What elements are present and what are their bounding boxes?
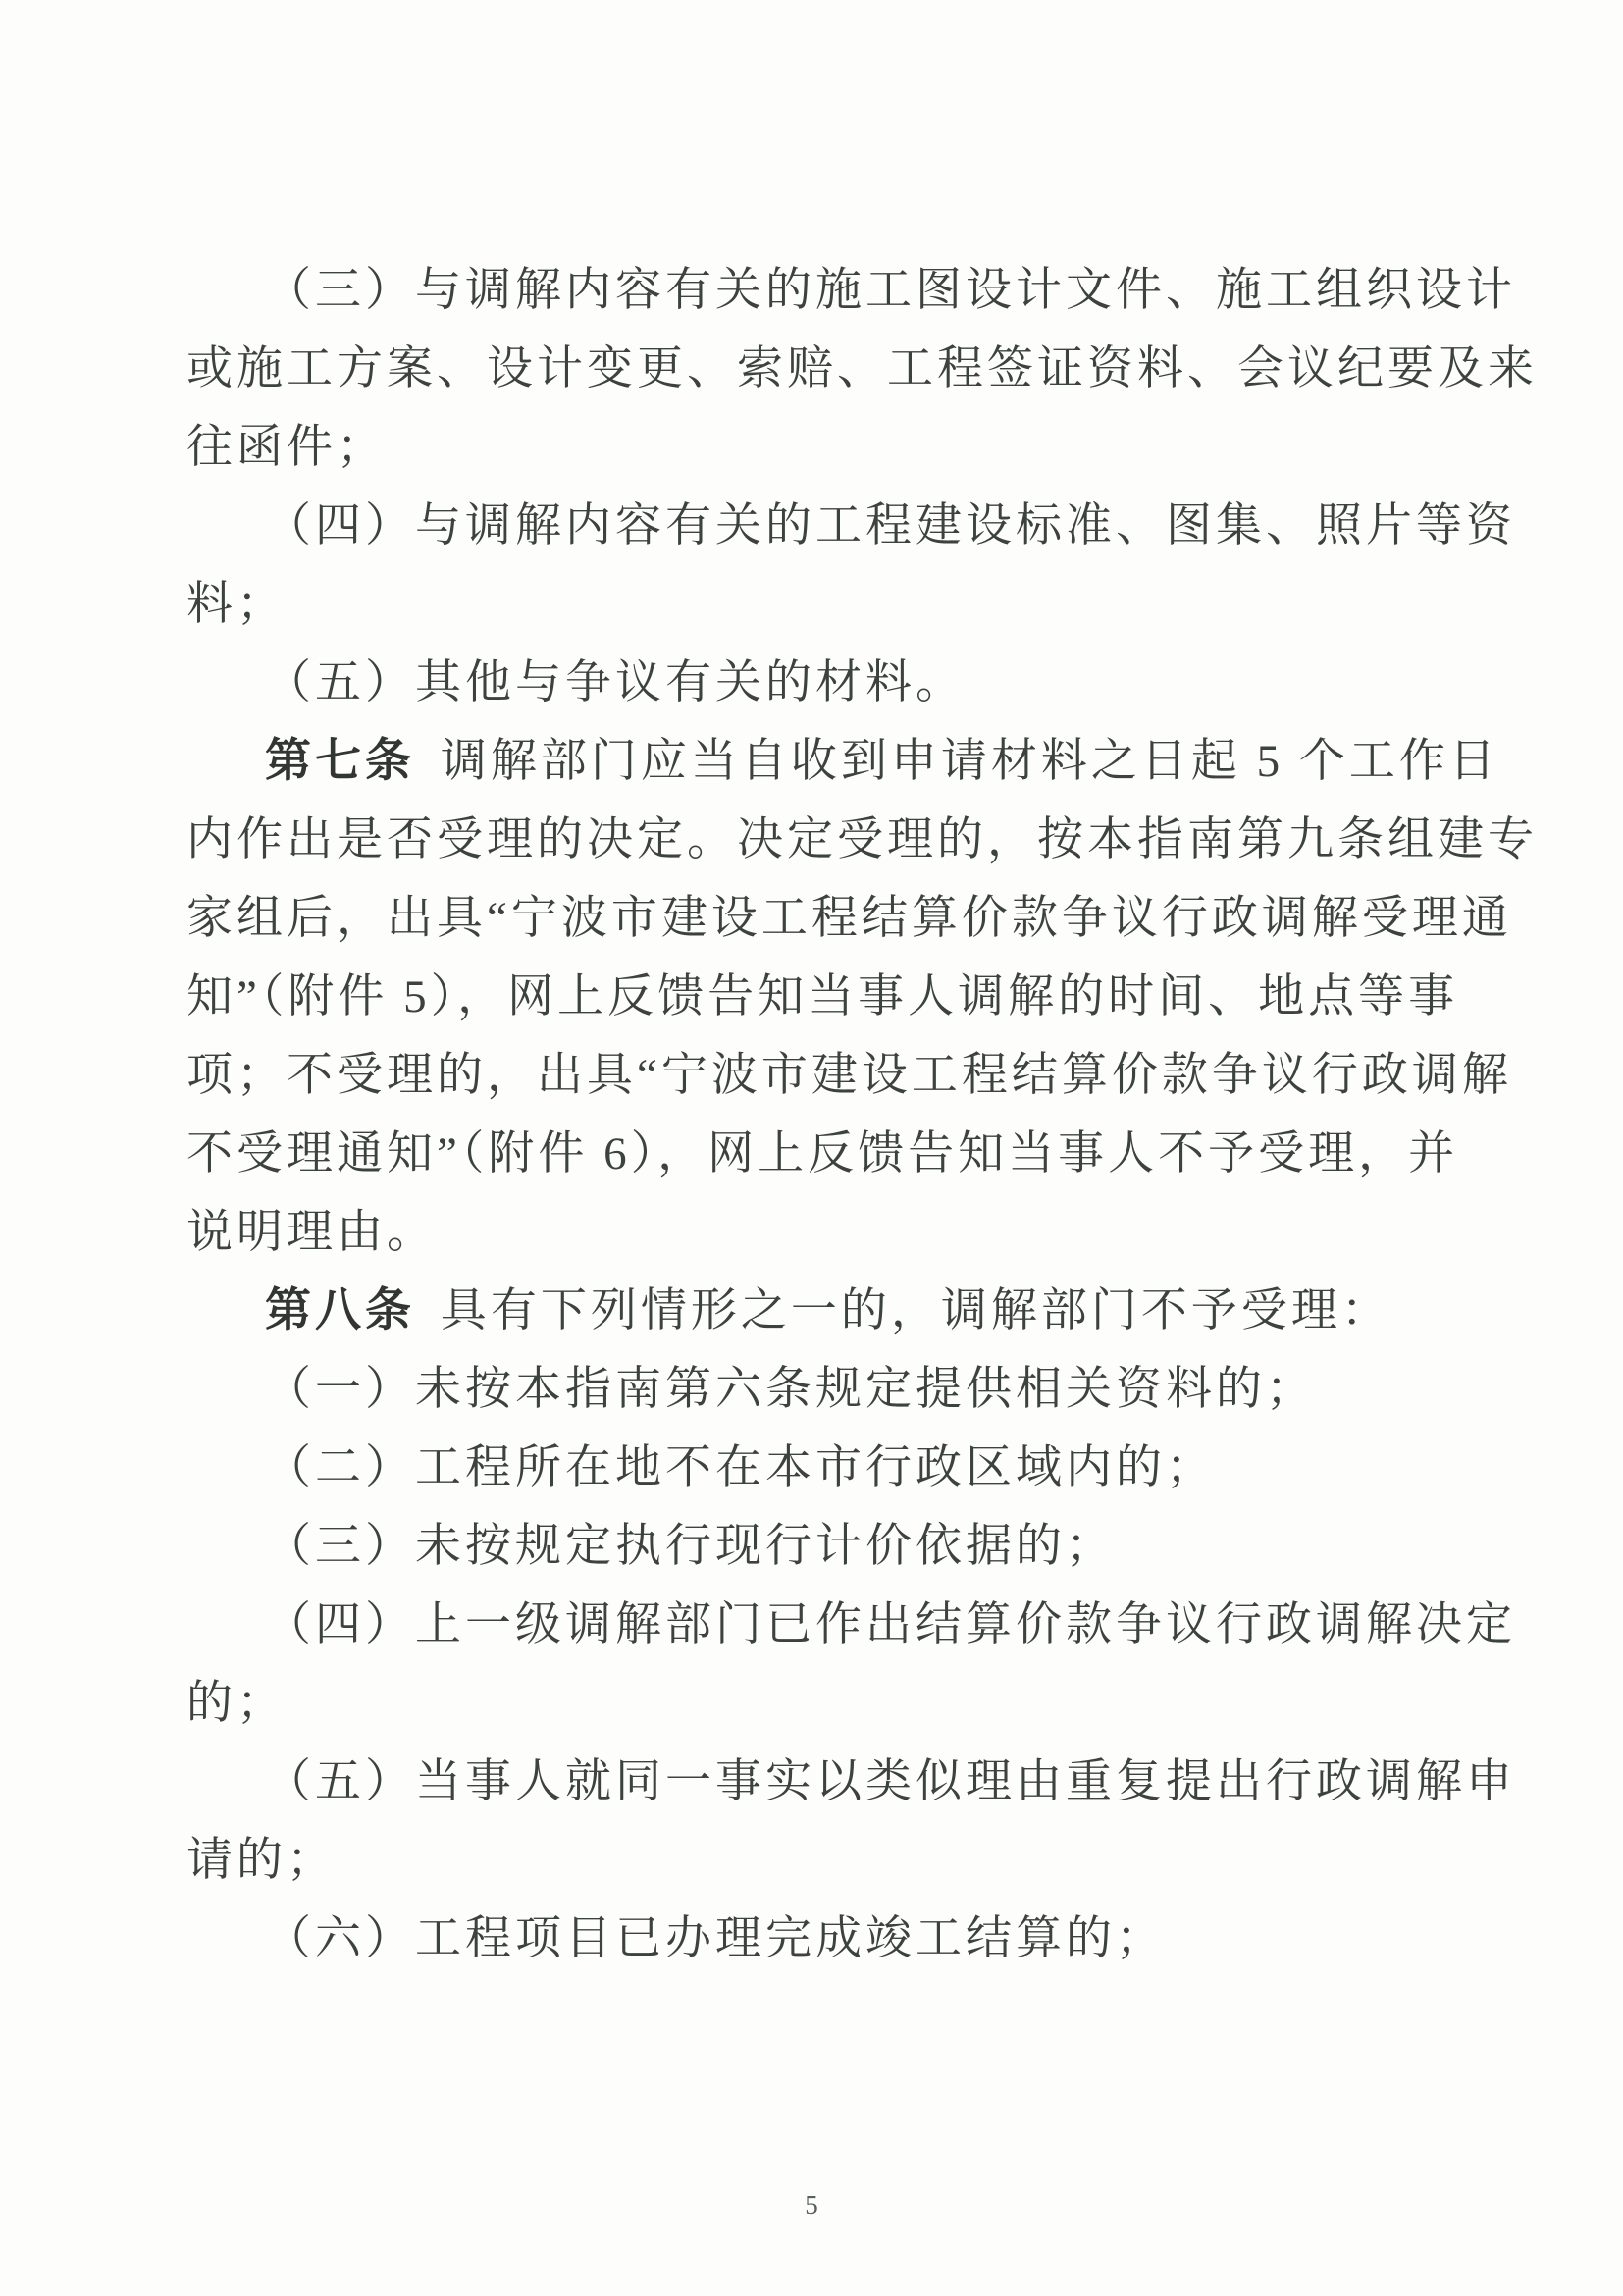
article-7-text: 调解部门应当自收到申请材料之日起 5 个工作日 <box>440 736 1499 787</box>
document-line: 请的； <box>186 1835 337 1886</box>
document-line: 往函件； <box>186 422 387 473</box>
document-line: 家组后，出具“宁波市建设工程结算价款争议行政调解受理通 <box>186 893 1512 944</box>
document-line: （四）与调解内容有关的工程建设标准、图集、照片等资 <box>265 500 1516 551</box>
document-line: 的； <box>186 1678 287 1729</box>
document-line: 说明理由。 <box>186 1207 437 1258</box>
document-line: （五）当事人就同一事实以类似理由重复提出行政调解申 <box>265 1756 1516 1807</box>
document-line: （二）工程所在地不在本市行政区域内的； <box>265 1442 1216 1493</box>
document-line: 项；不受理的，出具“宁波市建设工程结算价款争议行政调解 <box>186 1050 1512 1101</box>
document-line: （三）未按规定执行现行计价依据的； <box>265 1521 1116 1572</box>
document-line: 知”（附件 5），网上反馈告知当事人调解的时间、地点等事 <box>186 971 1459 1022</box>
document-line: （一）未按本指南第六条规定提供相关资料的； <box>265 1364 1316 1415</box>
article-8-number: 第八条 <box>265 1285 415 1336</box>
article-7-number: 第七条 <box>265 736 415 787</box>
article-8-text: 具有下列情形之一的，调解部门不予受理： <box>440 1285 1391 1336</box>
page-number: 5 <box>805 2190 818 2219</box>
document-line: 或施工方案、设计变更、索赔、工程签证资料、会议纪要及来 <box>186 343 1538 394</box>
document-line-article-8 <box>186 1272 1477 1350</box>
document-line: （六）工程项目已办理完成竣工结算的； <box>265 1913 1166 1964</box>
document-line: 内作出是否受理的决定。决定受理的，按本指南第九条组建专 <box>186 814 1538 865</box>
document-line: （三）与调解内容有关的施工图设计文件、施工组织设计 <box>265 265 1516 316</box>
document-line: （四）上一级调解部门已作出结算价款争议行政调解决定 <box>265 1599 1516 1650</box>
document-text-block <box>186 251 1538 1978</box>
document-line: 料； <box>186 579 287 630</box>
document-line: （五）其他与争议有关的材料。 <box>265 657 966 708</box>
document-line-article-7 <box>186 722 1499 801</box>
document-line: 不受理通知”（附件 6），网上反馈告知当事人不予受理，并 <box>186 1128 1459 1179</box>
